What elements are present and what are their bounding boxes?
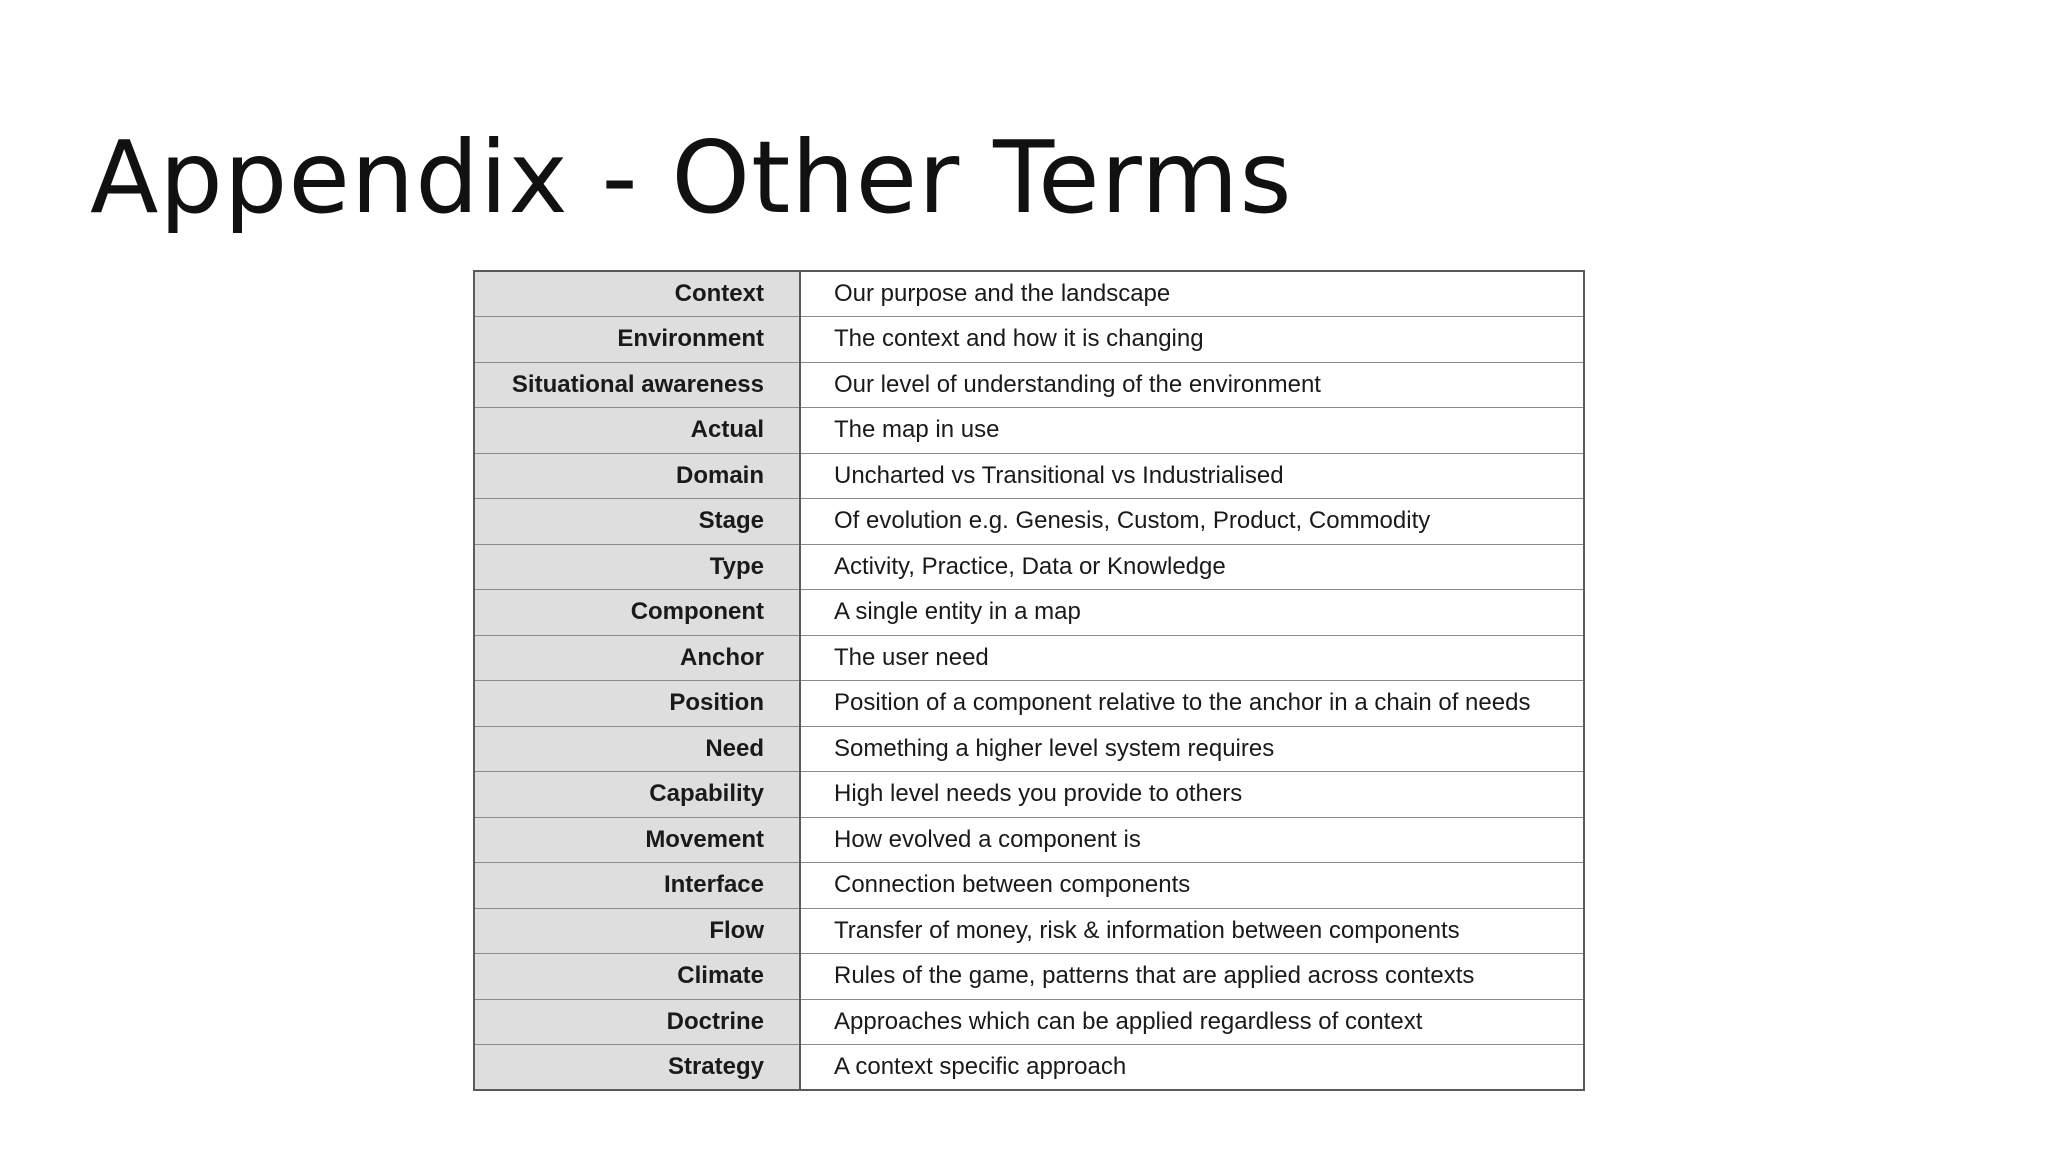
definition-cell: Uncharted vs Transitional vs Industrialised	[800, 453, 1584, 499]
term-cell: Situational awareness	[474, 362, 800, 408]
definition-cell: The context and how it is changing	[800, 317, 1584, 363]
terms-table	[473, 270, 1585, 1091]
table-row	[474, 453, 1584, 499]
table-row	[474, 681, 1584, 727]
table-row	[474, 863, 1584, 909]
definition-cell: The map in use	[800, 408, 1584, 454]
definition-cell: A context specific approach	[800, 1045, 1584, 1091]
definition-cell: Approaches which can be applied regardless of context	[800, 999, 1584, 1045]
definition-cell: Our level of understanding of the environment	[800, 362, 1584, 408]
term-cell: Capability	[474, 772, 800, 818]
term-cell: Flow	[474, 908, 800, 954]
term-cell: Need	[474, 726, 800, 772]
definition-cell: Activity, Practice, Data or Knowledge	[800, 544, 1584, 590]
term-cell: Strategy	[474, 1045, 800, 1091]
table-row	[474, 635, 1584, 681]
table-row	[474, 772, 1584, 818]
term-cell: Doctrine	[474, 999, 800, 1045]
table-row	[474, 408, 1584, 454]
definition-cell: A single entity in a map	[800, 590, 1584, 636]
table-row	[474, 999, 1584, 1045]
table-row	[474, 590, 1584, 636]
table-row	[474, 362, 1584, 408]
definition-cell: Something a higher level system requires	[800, 726, 1584, 772]
term-cell: Context	[474, 271, 800, 317]
table-row	[474, 499, 1584, 545]
table-row	[474, 271, 1584, 317]
term-cell: Type	[474, 544, 800, 590]
term-cell: Climate	[474, 954, 800, 1000]
term-cell: Actual	[474, 408, 800, 454]
definition-cell: Rules of the game, patterns that are applied across contexts	[800, 954, 1584, 1000]
definition-cell: The user need	[800, 635, 1584, 681]
definition-cell: Position of a component relative to the anchor in a chain of needs	[800, 681, 1584, 727]
definition-cell: Transfer of money, risk & information between components	[800, 908, 1584, 954]
table-row	[474, 1045, 1584, 1091]
term-cell: Interface	[474, 863, 800, 909]
term-cell: Movement	[474, 817, 800, 863]
table-row	[474, 544, 1584, 590]
table-row	[474, 908, 1584, 954]
definition-cell: Connection between components	[800, 863, 1584, 909]
definition-cell: Our purpose and the landscape	[800, 271, 1584, 317]
term-cell: Stage	[474, 499, 800, 545]
definition-cell: Of evolution e.g. Genesis, Custom, Product, Commodity	[800, 499, 1584, 545]
term-cell: Domain	[474, 453, 800, 499]
term-cell: Anchor	[474, 635, 800, 681]
term-cell: Position	[474, 681, 800, 727]
definition-cell: How evolved a component is	[800, 817, 1584, 863]
slide-title: Appendix - Other Terms	[90, 119, 1293, 236]
term-cell: Component	[474, 590, 800, 636]
table-row	[474, 726, 1584, 772]
table-row	[474, 317, 1584, 363]
term-cell: Environment	[474, 317, 800, 363]
definition-cell: High level needs you provide to others	[800, 772, 1584, 818]
table-row	[474, 954, 1584, 1000]
table-row	[474, 817, 1584, 863]
